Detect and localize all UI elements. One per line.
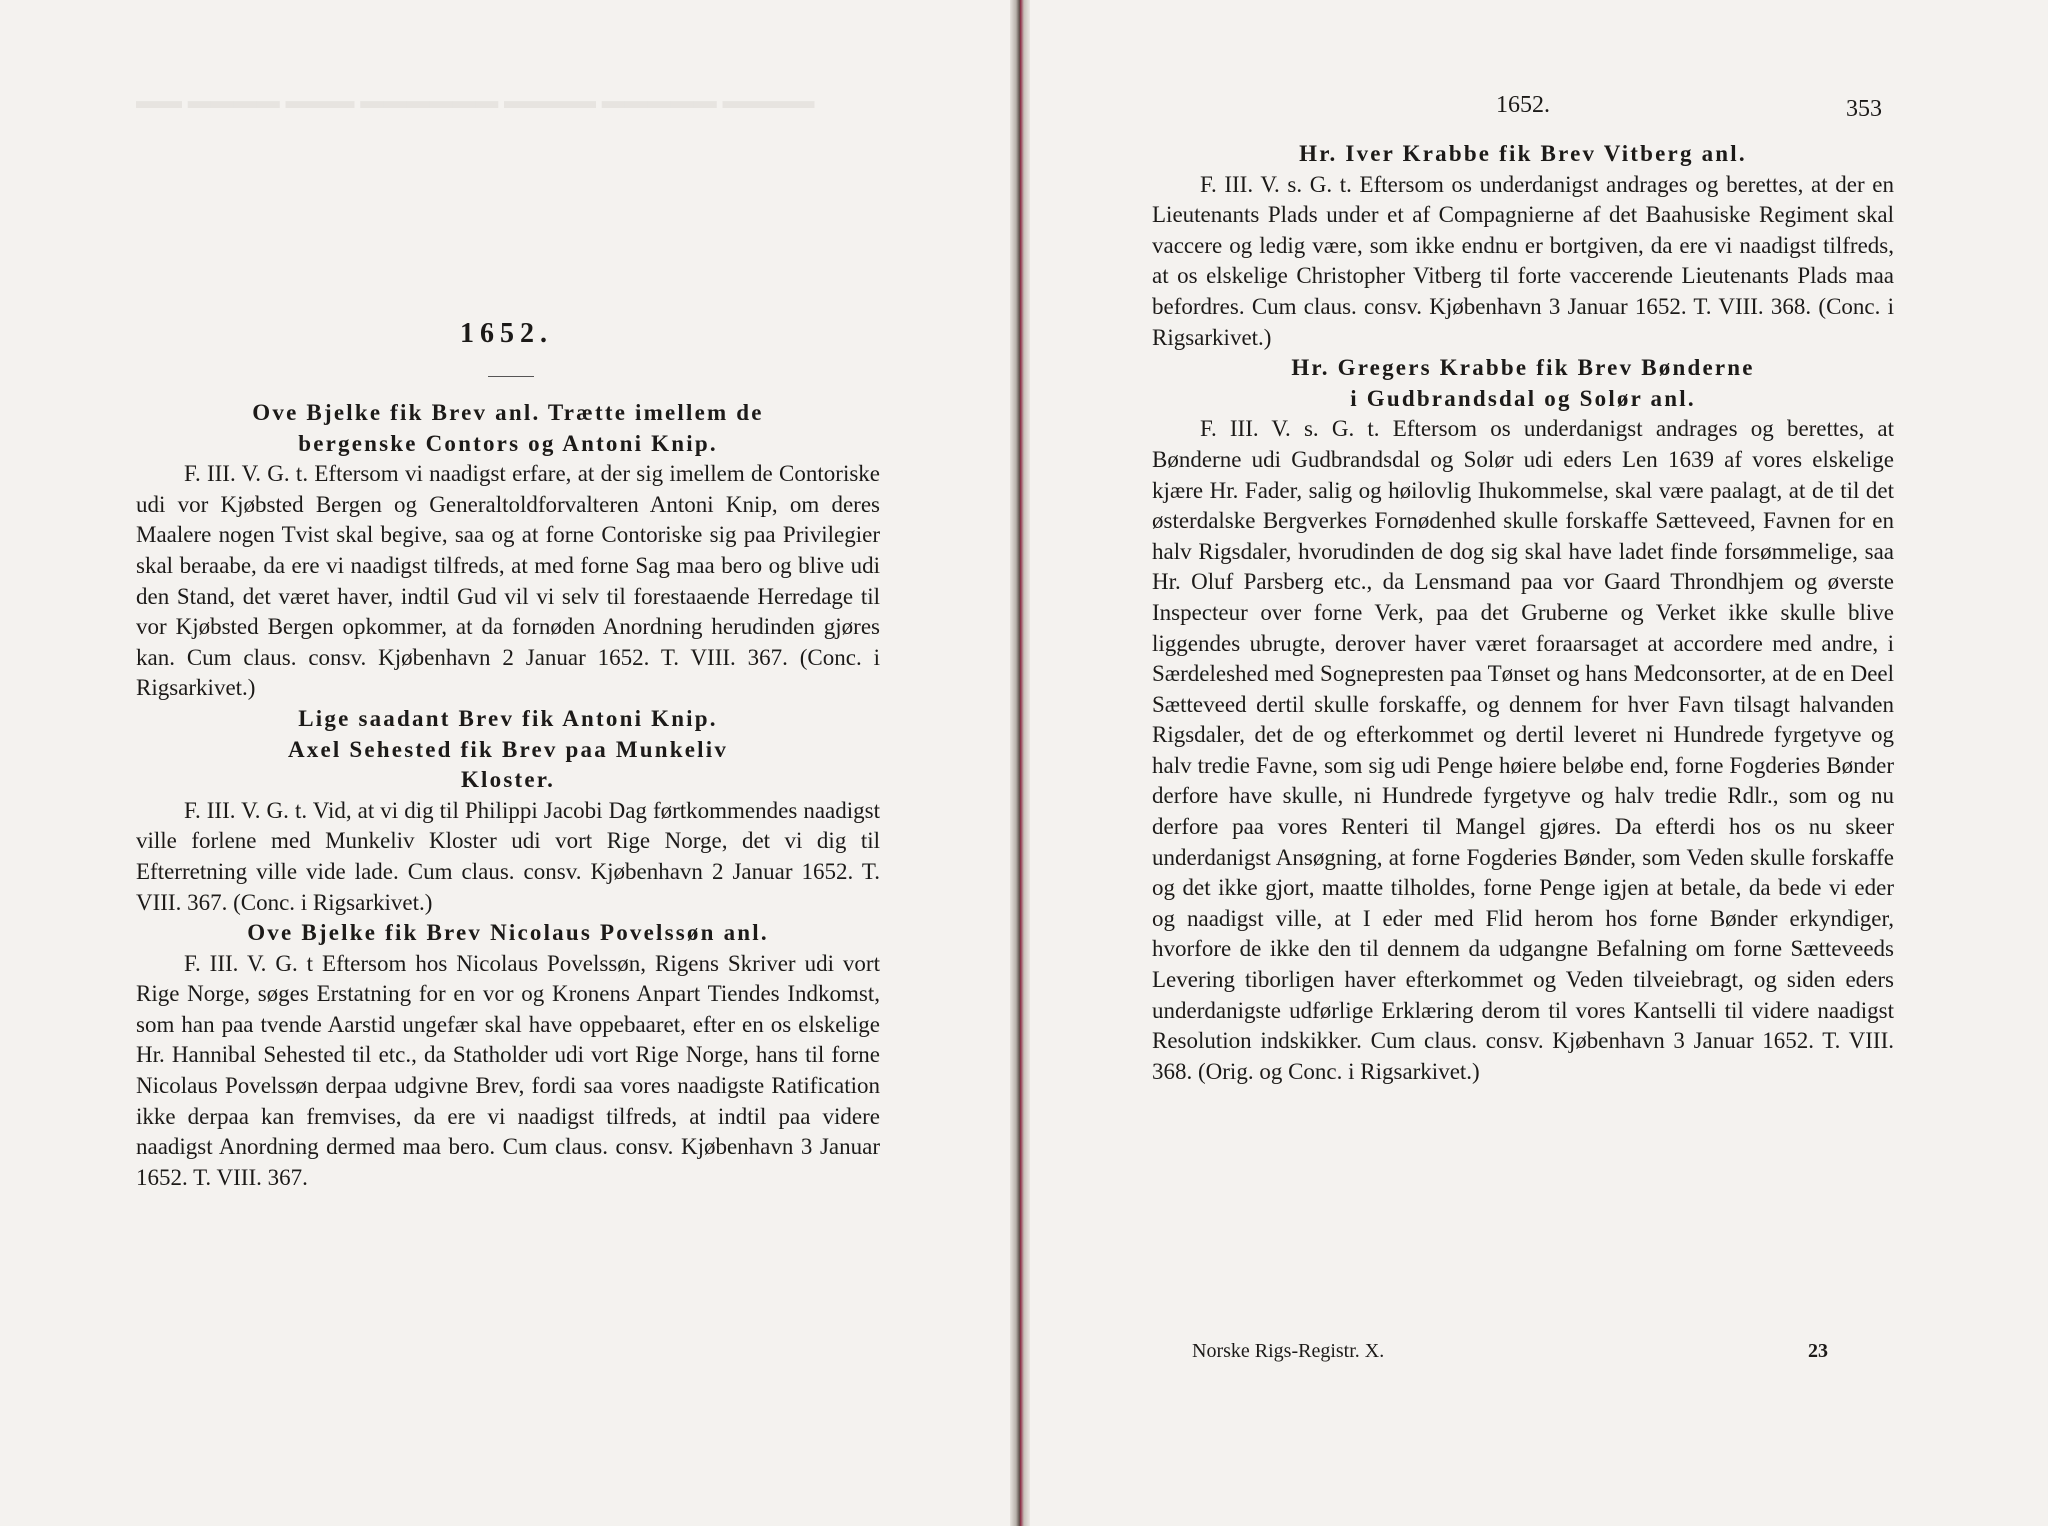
right-page-text bbox=[1152, 139, 1894, 1087]
entry-body: F. III. V. G. t. Vid, at vi dig til Philippi Jacobi Dag førtkommendes naadigst ville forlene med Munkeliv Kloster udi vort Rige Norge, det vi dig til Efterretning ville vide lade. Cum claus. consv. Kjøbenhavn 2 Januar 1652. T. VIII. 367. (Conc. i Rigsarkivet.) bbox=[136, 797, 880, 915]
entry-body: F. III. V. G. t. Eftersom vi naadigst erfare, at der sig imellem de Contoriske udi vor Kjøbsted Bergen og Generaltoldforvalteren Antoni Knip, om deres Maalere nogen Tvist skal begive, saa og at forne Contoriske sig paa Privilegier skal beraabe, da ere vi naadigst tilfreds, at med forne Sag maa bero og blive udi den Stand, det været haver, indtil Gud vil vi selv til forestaaende Herredage til vor Kjøbsted Bergen opkommer, at da fornøden Anordning herudinden gjøres kan. Cum claus. consv. Kjøbenhavn 2 Januar 1652. T. VIII. 367. (Conc. i Rigsarkivet.) bbox=[136, 461, 880, 701]
footer-source: Norske Rigs-Registr. X. bbox=[1192, 1340, 1385, 1362]
signature-number: 23 bbox=[1808, 1340, 1828, 1362]
left-page bbox=[0, 0, 1016, 1526]
show-through-text: ▬▬ ▬▬▬▬ ▬▬▬ ▬▬▬▬▬▬ ▬▬▬▬ ▬▬▬▬▬ ▬▬▬▬ bbox=[136, 88, 815, 113]
entry-body: F. III. V. s. G. t. Eftersom os underdanigst andrages og berettes, at der en Lieutenants Plads under et af Compagnierne af det Baahusiske Regiment skal vaccere og ledig være, som ikke endnu er bortgiven, da ere vi naadigst tilfreds, at os elskelige Christopher Vitberg til forte vaccerende Lieutenants Plads maa befordres. Cum claus. consv. Kjøbenhavn 3 Januar 1652. T. VIII. 368. (Conc. i Rigsarkivet.) bbox=[1152, 171, 1894, 350]
heading-rule bbox=[488, 376, 534, 377]
entry-title: Ove Bjelke fik Brev anl. Trætte imellem de bergenske Contors og Antoni Knip. bbox=[252, 400, 764, 456]
entry-title: Ove Bjelke fik Brev Nicolaus Povelssøn anl. bbox=[247, 920, 769, 946]
entry-title: Hr. Gregers Krabbe fik Brev Bønderne i Gudbrandsdal og Solør anl. bbox=[1291, 355, 1755, 411]
year-heading: 1652. bbox=[460, 318, 553, 349]
entry-title: Hr. Iver Krabbe fik Brev Vitberg anl. bbox=[1299, 141, 1747, 166]
entry-title: Lige saadant Brev fik Antoni Knip. bbox=[298, 705, 718, 731]
entry-title: Axel Sehested fik Brev paa Munkeliv Kloster. bbox=[287, 736, 729, 793]
entry-body: F. III. V. s. G. t. Eftersom os underdanigst andrages og berettes, at Bønderne udi Gudbrandsdal og Solør udi eders Len 1639 af vores elskelige kjære Hr. Fader, salig og høilovlig Ihukommelse, skal være paalagt, at de til det østerdalske Bergverkes Fornødenhed skulle forskaffe Sætteveed, Favnen for en halv Rigsdaler, hvorudinden de dog sig skal have ladet finde forsømmelige, saa Hr. Oluf Parsberg etc., da Lensmand paa vor Gaard Throndhjem og øverste Inspecteur over forne Verk, paa det Gruberne og Verket ikke skulle blive liggendes ubrugte, derover haver været foraarsaget at accordere med andre, i Særdeleshed med Sognepresten paa Tønset og hans Medconsorter, at de en Deel Sætteveed dertil skulle forskaffe, og dennem for hver Favn tilsagt halvanden Rigsdaler, det de og efterkommet og dertil leveret ni Hundrede fyrgetyve og halv tredie Favne, som sig udi Penge høiere beløbe end, forne Fogderies Bønder derfore have skulle, ni Hundrede fyrgetyve og halv tredie Rdlr., som og nu derfore paa vores Renteri til Mangel gjøres. Da efterdi hos os nu skeer underdanigst Ansøgning, at forne Fogderies Bønder, som Veden skulle forskaffe og det ikke gjort, maatte tilholdes, forne Penge igjen at betale, da bede vi eder og naadigst ville, at I eder med Flid herom hos forne Bønder erkyndiger, hvorfore de ikke den til dennem da udgangne Befalning om forne Sætteveeds Levering tiborligen haver efterkommet og Veden tilveiebragt, og siden eders underdanigste udførlige Erklæring derom til vores Kantselli til videre naadigst Resolution indskikker. Cum claus. consv. Kjøbenhavn 3 Januar 1652. T. VIII. 368. (Orig. og Conc. i Rigsarkivet.) bbox=[1152, 416, 1894, 1084]
entry-body: F. III. V. G. t Eftersom hos Nicolaus Povelssøn, Rigens Skriver udi vort Rige Norge, søges Erstatning for en vor og Kronens Anpart Tiendes Indkomst, som han paa tvende Aarstid ungefær skal have oppebaaret, efter en os elskelige Hr. Hannibal Sehested til etc., da Statholder udi vort Rige Norge, hans til forne Nicolaus Povelssøn derpaa udgivne Brev, fordi saa vores naadigste Ratification ikke derpaa kan fremvises, da ere vi naadigst tilfreds, at indtil paa videre naadigst Anordning dermed maa bero. Cum claus. consv. Kjøbenhavn 3 Januar 1652. T. VIII. 367. bbox=[136, 950, 880, 1190]
book-gutter bbox=[1010, 0, 1030, 1526]
left-page-text bbox=[136, 398, 880, 1193]
page-number: 353 bbox=[1846, 96, 1882, 122]
running-head-year: 1652. bbox=[1496, 92, 1550, 118]
